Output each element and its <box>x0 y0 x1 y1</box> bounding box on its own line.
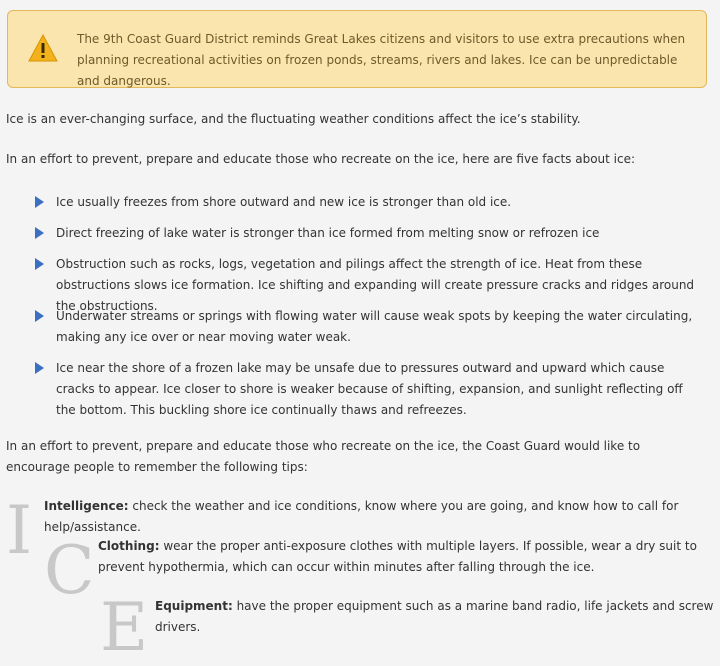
triangle-bullet-icon <box>35 362 44 374</box>
warning-alert <box>7 10 707 88</box>
ice-letter-e: E <box>100 589 149 666</box>
tip-text: wear the proper anti-exposure clothes with multiple layers. If possible, wear a dry suit to prevent hypothermia, which can occur within minutes after falling through the ice. <box>98 539 697 574</box>
intro-paragraph-2: In an effort to prevent, prepare and educate those who recreate on the ice, here are five facts about ice: <box>6 152 636 166</box>
tip-clothing <box>98 536 698 578</box>
fact-text: Ice near the shore of a frozen lake may be unsafe due to pressures outward and upward which cause cracks to appear. Ice closer to shore is weaker because of shifting, expansion, and sunlight reflecting off the bottom. This buckling shore ice continually thaws and refreezes. <box>56 361 683 417</box>
triangle-bullet-icon <box>35 310 44 322</box>
tip-intelligence <box>44 496 718 538</box>
tip-label: Equipment: <box>155 599 233 613</box>
triangle-bullet-icon <box>35 258 44 270</box>
tip-label: Intelligence: <box>44 499 129 513</box>
tip-text: check the weather and ice conditions, know where you are going, and know how to call for help/assistance. <box>44 499 679 534</box>
tip-equipment <box>155 596 715 638</box>
triangle-bullet-icon <box>35 196 44 208</box>
fact-text: Obstruction such as rocks, logs, vegetation and pilings affect the strength of ice. Heat from these obstructions slows ice formation. Ice shifting and expanding will create pressure cracks and ridges around the obstructions. <box>56 257 695 313</box>
fact-text: Ice usually freezes from shore outward and new ice is stronger than old ice. <box>56 195 512 209</box>
tip-text: have the proper equipment such as a marine band radio, life jackets and screw drivers. <box>155 599 714 634</box>
fact-text: Direct freezing of lake water is stronger than ice formed from melting snow or refrozen ice <box>56 226 600 240</box>
warning-icon <box>28 34 58 62</box>
fact-text: Underwater streams or springs with flowing water will cause weak spots by keeping the water circulating, making any ice over or near moving water weak. <box>56 309 693 344</box>
intro-paragraph-1: Ice is an ever-changing surface, and the fluctuating weather conditions affect the ice’s stability. <box>6 112 581 126</box>
triangle-bullet-icon <box>35 227 44 239</box>
alert-message: The 9th Coast Guard District reminds Great Lakes citizens and visitors to use extra precautions when planning recreational activities on frozen ponds, streams, rivers and lakes. Ice can be unpredictable and dangerous. <box>77 32 686 88</box>
tip-label: Clothing: <box>98 539 160 553</box>
ice-letter-c: C <box>44 532 95 609</box>
tips-intro-paragraph: In an effort to prevent, prepare and educate those who recreate on the ice, the Coast Guard would like to encourage people to remember the following tips: <box>6 439 641 474</box>
ice-letter-i: I <box>6 492 33 569</box>
